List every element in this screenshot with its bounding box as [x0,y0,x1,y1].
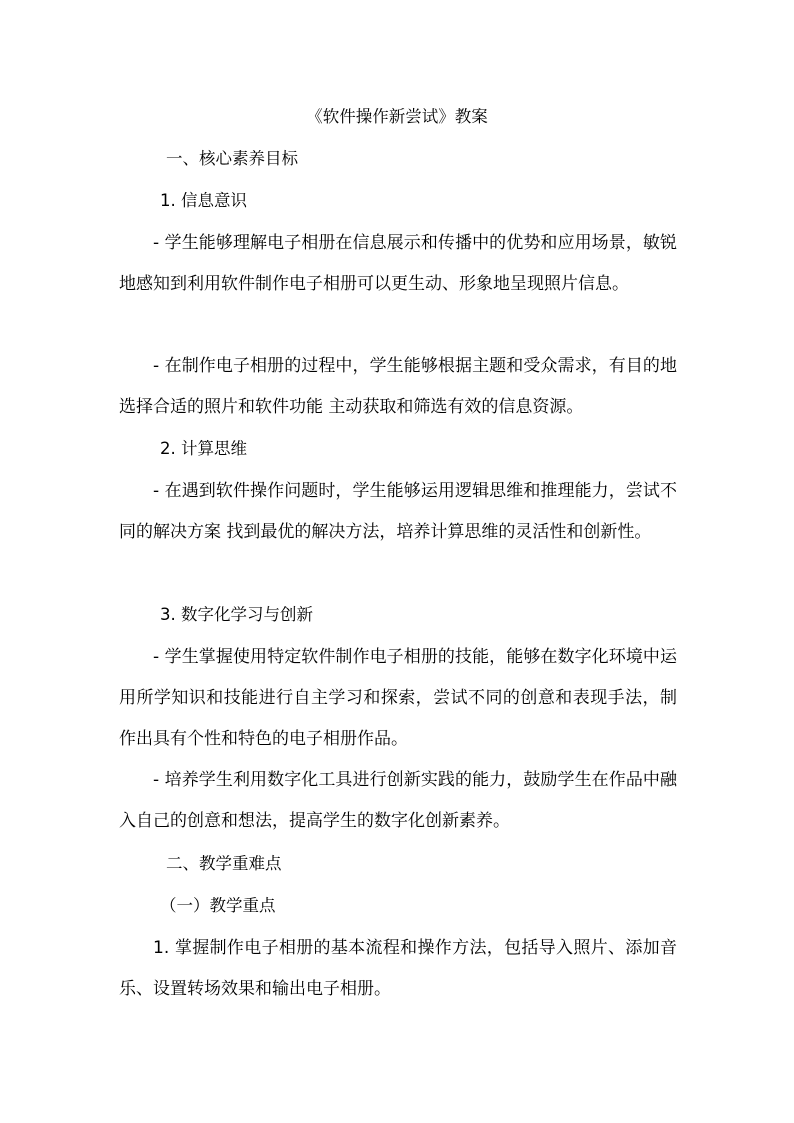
item3-paragraph-2: - 培养学生利用数字化工具进行创新实践的能力，鼓励学生在作品中融入自己的创意和想法，提高学生的数字化创新素养。 [119,770,677,831]
item2-paragraph-1: - 在遇到软件操作问题时，学生能够运用逻辑思维和推理能力，尝试不同的解决方案 找到最优的解决方法，培养计算思维的灵活性和创新性。 [119,481,677,542]
sub1-heading: （一）教学重点 [160,896,276,915]
section1-heading: 一、核心素养目标 [166,149,298,168]
section2-heading: 二、教学重难点 [166,854,282,873]
item1-paragraph-1: - 学生能够理解电子相册在信息展示和传播中的优势和应用场景，敏锐地感知到利用软件制作电子相册可以更生动、形象地呈现照片信息。 [119,233,677,294]
item1-heading: 1. 信息意识 [160,191,247,210]
document-title: 《软件操作新尝试》教案 [306,107,488,126]
sub1-paragraph-1: 1. 掌握制作电子相册的基本流程和操作方法，包括导入照片、添加音乐、设置转场效果和输出电子相册。 [119,938,677,999]
item2-heading: 2. 计算思维 [160,439,247,458]
item1-paragraph-2: - 在制作电子相册的过程中，学生能够根据主题和受众需求，有目的地选择合适的照片和软件功能 主动获取和筛选有效的信息资源。 [119,356,677,417]
item3-paragraph-1: - 学生掌握使用特定软件制作电子相册的技能，能够在数字化环境中运用所学知识和技能进行自主学习和探索，尝试不同的创意和表现手法，制作出具有个性和特色的电子相册作品。 [119,647,677,749]
item3-heading: 3. 数字化学习与创新 [160,605,313,624]
